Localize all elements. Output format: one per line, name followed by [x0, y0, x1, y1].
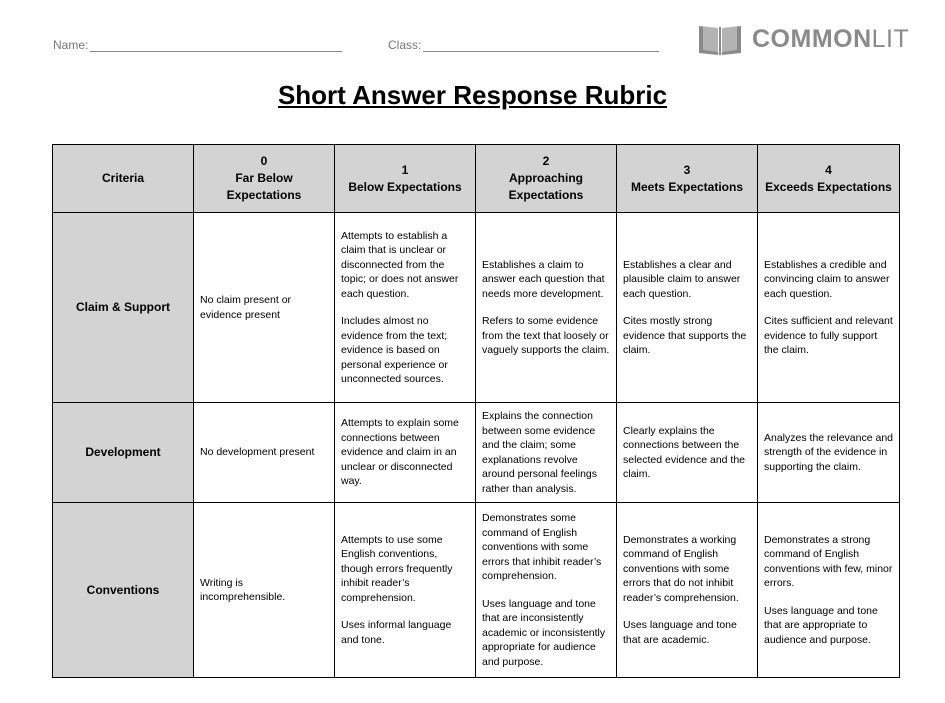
criteria-cell: Development: [53, 403, 194, 503]
criteria-header: Criteria: [53, 145, 194, 213]
descriptor-cell: [476, 403, 617, 503]
descriptor-cell: [758, 503, 900, 678]
descriptor-cell: [194, 213, 335, 403]
name-label: Name:: [53, 38, 89, 52]
descriptor-text: Attempts to use some English conventions, though errors frequently inhibit reader’s comprehension.: [341, 533, 453, 604]
descriptor-text: No claim present or evidence present: [200, 294, 292, 321]
level-label: Far Below Expectations: [226, 171, 302, 202]
rubric-table: [52, 144, 900, 678]
level-label: Below Expectations: [348, 179, 462, 194]
level-header: [758, 145, 900, 213]
commonlit-logo: [697, 22, 909, 56]
descriptor-text: Uses language and tone that are academic.: [623, 619, 737, 646]
descriptor-cell: [476, 213, 617, 403]
header-row: [53, 145, 900, 213]
level-header: [476, 145, 617, 213]
name-field[interactable]: [53, 38, 342, 52]
open-book-icon: [697, 22, 743, 56]
descriptor-text: Establishes a clear and plausible claim to answer each question.: [623, 258, 741, 300]
descriptor-text: Demonstrates some command of English conventions with some errors that inhibit reader’s comprehension.: [482, 512, 602, 582]
descriptor-text: Attempts to explain some connections between evidence and claim in an unclear or disconnected way.: [341, 417, 459, 488]
descriptor-text: Cites mostly strong evidence that supports the claim.: [623, 315, 747, 356]
descriptor-text: Explains the connection between some evidence and the claim; some explanations revolve around personal feelings rather than analysis.: [482, 410, 597, 495]
descriptor-cell: [335, 213, 476, 403]
descriptor-text: Demonstrates a strong command of English conventions with few, minor errors.: [764, 533, 893, 590]
descriptor-cell: [617, 403, 758, 503]
descriptor-text: Analyzes the relevance and strength of the evidence in supporting the claim.: [764, 431, 893, 473]
descriptor-text: Includes almost no evidence from the text; evidence is based on personal experience or unconnected sources.: [341, 315, 448, 385]
descriptor-text: Cites sufficient and relevant evidence to fully support the claim.: [764, 315, 893, 356]
class-label: Class:: [388, 38, 422, 52]
logo-text-bold: COMMON: [752, 24, 872, 53]
descriptor-cell: [194, 403, 335, 503]
class-line[interactable]: [423, 40, 659, 52]
descriptor-cell: [617, 213, 758, 403]
descriptor-cell: [194, 503, 335, 678]
table-row: [53, 503, 900, 678]
descriptor-text: Uses informal language and tone.: [341, 619, 452, 646]
criteria-cell: Claim & Support: [53, 213, 194, 403]
level-score: 3: [683, 162, 691, 177]
descriptor-text: Uses language and tone that are inconsistently academic or inconsistently appropriate for audience and purpose.: [482, 597, 606, 668]
descriptor-cell: [617, 503, 758, 678]
level-score: 2: [542, 154, 550, 168]
table-row: [53, 213, 900, 403]
logo-text-light: LIT: [871, 24, 910, 53]
descriptor-text: Writing is incomprehensible.: [200, 576, 286, 603]
table-row: [53, 403, 900, 503]
level-label: Exceeds Expectations: [765, 179, 892, 194]
descriptor-cell: [758, 213, 900, 403]
descriptor-cell: [476, 503, 617, 678]
logo-wordmark: [752, 25, 909, 54]
level-header: [194, 145, 335, 213]
level-header: [335, 145, 476, 213]
page-header: [0, 0, 945, 75]
class-field[interactable]: [388, 38, 659, 52]
descriptor-cell: [335, 503, 476, 678]
descriptor-text: No development present: [200, 446, 315, 459]
descriptor-text: Uses language and tone that are appropriate to audience and purpose.: [764, 604, 878, 646]
descriptor-text: Refers to some evidence from the text that loosely or vaguely supports the claim.: [482, 315, 610, 356]
descriptor-text: Establishes a claim to answer each question that needs more development.: [482, 258, 605, 300]
level-label: Approaching Expectations: [508, 171, 584, 202]
descriptor-text: Demonstrates a working command of English conventions with some errors that do not inhibit reader’s comprehension.: [623, 533, 739, 604]
level-score: 0: [260, 154, 268, 168]
level-label: Meets Expectations: [630, 179, 744, 194]
descriptor-cell: [335, 403, 476, 503]
level-score: 4: [825, 162, 832, 177]
page-title: Short Answer Response Rubric: [277, 80, 668, 110]
name-line[interactable]: [90, 40, 342, 52]
level-score: 1: [401, 162, 409, 177]
descriptor-text: Attempts to establish a claim that is unclear or disconnected from the topic; or does not answer each question.: [341, 229, 459, 300]
descriptor-cell: [758, 403, 900, 503]
level-header: [617, 145, 758, 213]
criteria-cell: Conventions: [53, 503, 194, 678]
descriptor-text: Clearly explains the connections between the selected evidence and the claim.: [623, 424, 746, 480]
descriptor-text: Establishes a credible and convincing claim to answer each question.: [764, 258, 890, 300]
